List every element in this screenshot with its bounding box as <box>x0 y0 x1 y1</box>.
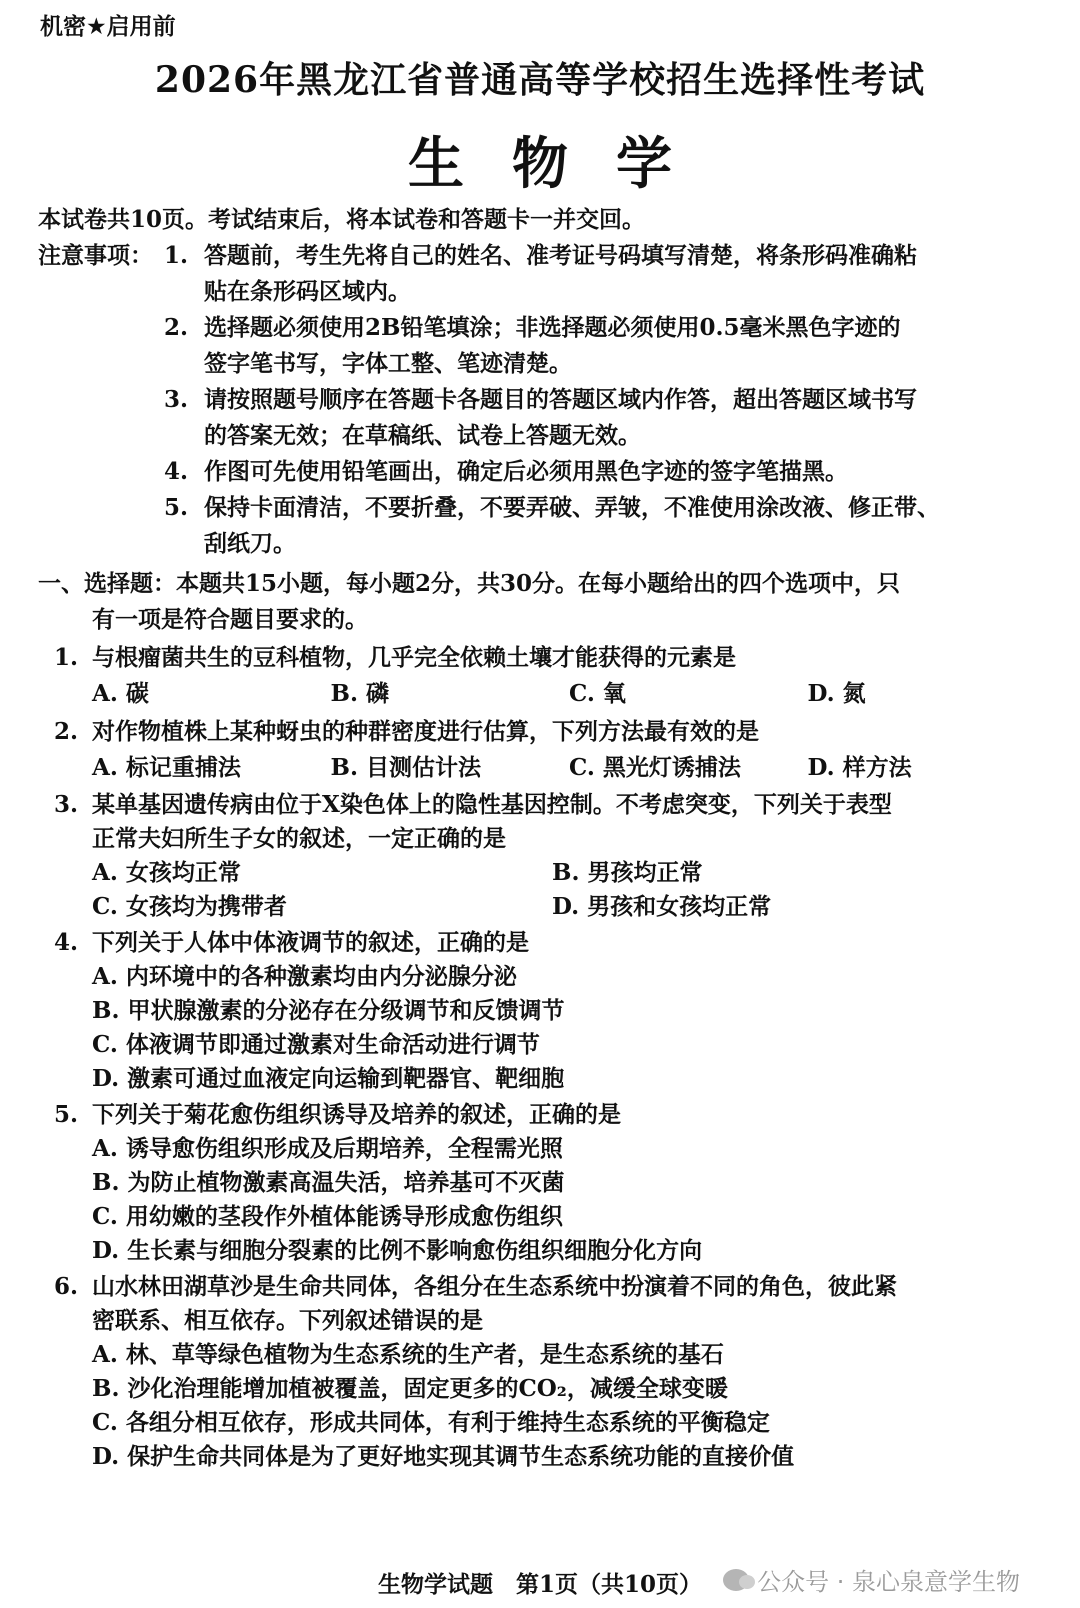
section-heading-line: 有一项是符合题目要求的。 <box>92 606 368 633</box>
question-number: 1. <box>54 644 79 671</box>
option: C. 体液调节即通过激素对生命活动进行调节 <box>92 1031 540 1058</box>
exam-body <box>38 202 1046 1474</box>
option: A. 内环境中的各种激素均由内分泌腺分泌 <box>92 963 517 990</box>
note-text: 作图可先使用铅笔画出，确定后必须用黑色字迹的签字笔描黑。 <box>204 458 848 485</box>
note-number: 3. <box>164 386 189 413</box>
question-number: 4. <box>54 929 79 956</box>
option: D. 保护生命共同体是为了更好地实现其调节生态系统功能的直接价值 <box>92 1443 795 1470</box>
note-text: 的答案无效；在草稿纸、试卷上答题无效。 <box>204 422 641 449</box>
option: D. 样方法 <box>807 754 912 781</box>
question-5 <box>38 1098 1046 1268</box>
option: A. 诱导愈伤组织形成及后期培养，全程需光照 <box>92 1135 563 1162</box>
question-2 <box>38 714 1046 786</box>
option: A. 林、草等绿色植物为生态系统的生产者，是生态系统的基石 <box>92 1341 724 1368</box>
wechat-icon <box>723 1569 749 1591</box>
option: C. 氧 <box>569 680 626 707</box>
question-stem: 山水林田湖草沙是生命共同体，各组分在生态系统中扮演着不同的角色，彼此紧 <box>92 1273 897 1300</box>
option: B. 男孩均正常 <box>552 859 703 886</box>
option: D. 男孩和女孩均正常 <box>552 893 772 920</box>
option: D. 氮 <box>807 680 866 707</box>
watermark-text: 公众号 · 泉心泉意学生物 <box>757 1568 1020 1596</box>
note-text: 保持卡面清洁，不要折叠，不要弄破、弄皱，不准使用涂改液、修正带、 <box>204 494 940 521</box>
exam-title: 2026年黑龙江省普通高等学校招生选择性考试 <box>154 59 926 101</box>
option: D. 生长素与细胞分裂素的比例不影响愈伤组织细胞分化方向 <box>92 1237 703 1264</box>
watermark <box>723 1562 1020 1597</box>
option: A. 碳 <box>92 680 149 707</box>
note-number: 1. <box>164 242 189 269</box>
subject-title: 生物学 <box>408 132 720 197</box>
note-number: 4. <box>164 458 189 485</box>
question-number: 6. <box>54 1273 79 1300</box>
question-stem: 与根瘤菌共生的豆科植物，几乎完全依赖土壤才能获得的元素是 <box>92 644 736 671</box>
secret-label: 机密★启用前 <box>40 14 176 40</box>
note-number: 2. <box>164 314 189 341</box>
option: C. 女孩均为携带者 <box>92 893 287 920</box>
question-3 <box>38 788 1046 924</box>
option: B. 为防止植物激素高温失活，培养基可不灭菌 <box>92 1169 565 1196</box>
question-stem: 某单基因遗传病由位于X染色体上的隐性基因控制。不考虑突变，下列关于表型 <box>92 791 892 818</box>
question-stem: 下列关于人体中体液调节的叙述，正确的是 <box>92 929 529 956</box>
question-4 <box>38 926 1046 1096</box>
section-heading <box>38 566 1046 638</box>
note-text: 签字笔书写，字体工整、笔迹清楚。 <box>204 350 572 377</box>
note-text: 请按照题号顺序在答题卡各题目的答题区域内作答，超出答题区域书写 <box>204 386 917 413</box>
question-number: 3. <box>54 791 79 818</box>
note-text: 选择题必须使用2B铅笔填涂；非选择题必须使用0.5毫米黑色字迹的 <box>204 314 901 341</box>
note-number: 5. <box>164 494 189 521</box>
option: C. 用幼嫩的茎段作外植体能诱导形成愈伤组织 <box>92 1203 563 1230</box>
question-stem: 对作物植株上某种蚜虫的种群密度进行估算，下列方法最有效的是 <box>92 718 759 745</box>
section-heading-line: 一、选择题：本题共15小题，每小题2分，共30分。在每小题给出的四个选项中，只 <box>38 570 901 597</box>
option: D. 激素可通过血液定向运输到靶器官、靶细胞 <box>92 1065 565 1092</box>
question-stem: 正常夫妇所生子女的叙述，一定正确的是 <box>92 825 506 852</box>
page-footer: 生物学试题 第1页（共10页） <box>377 1571 702 1598</box>
question-6 <box>38 1270 1046 1474</box>
option: A. 女孩均正常 <box>92 859 241 886</box>
option: A. 标记重捕法 <box>92 754 241 781</box>
question-stem: 下列关于菊花愈伤组织诱导及培养的叙述，正确的是 <box>92 1101 621 1128</box>
notes-label: 注意事项： <box>38 242 153 269</box>
question-number: 2. <box>54 718 79 745</box>
option: B. 目测估计法 <box>330 754 481 781</box>
notes-block <box>38 238 1046 562</box>
note-text: 贴在条形码区域内。 <box>204 278 411 305</box>
option: B. 沙化治理能增加植被覆盖，固定更多的CO₂，减缓全球变暖 <box>92 1375 728 1402</box>
option: C. 各组分相互依存，形成共同体，有利于维持生态系统的平衡稳定 <box>92 1409 770 1436</box>
note-text: 答题前，考生先将自己的姓名、准考证号码填写清楚，将条形码准确粘 <box>204 242 917 269</box>
question-number: 5. <box>54 1101 79 1128</box>
intro-text: 本试卷共10页。考试结束后，将本试卷和答题卡一并交回。 <box>38 206 646 233</box>
option: B. 磷 <box>330 680 389 707</box>
note-text: 刮纸刀。 <box>204 530 296 557</box>
option: C. 黑光灯诱捕法 <box>569 754 741 781</box>
question-1 <box>38 640 1046 712</box>
question-stem: 密联系、相互依存。下列叙述错误的是 <box>92 1307 483 1334</box>
option: B. 甲状腺激素的分泌存在分级调节和反馈调节 <box>92 997 565 1024</box>
